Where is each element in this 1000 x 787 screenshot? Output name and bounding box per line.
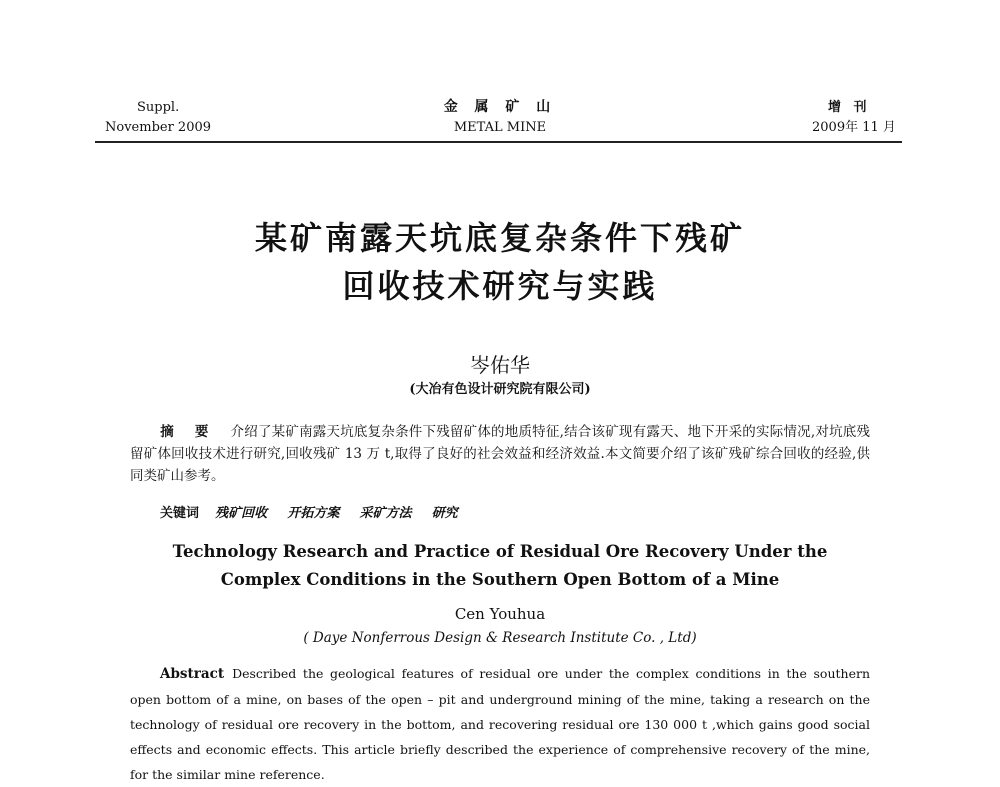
abstract-cn (130, 421, 870, 487)
affiliation-en: ( Daye Nonferrous Design & Research Institute Co. , Ltd) (303, 630, 697, 646)
keywords-cn-label: 关键词 (160, 506, 200, 521)
affiliation-cn: (大冶有色设计研究院有限公司) (409, 382, 591, 397)
abstract-en-text: Described the geological features of residual ore under the complex conditions in the southern open bottom of a mine, on bases of the open – pit and underground mining of the mine, taking a research on the technology of residual ore recovery in the bottom, and recovering residual ore 130 000 t ,which gains good social effects and economic effects. This article briefly described the experience of comprehensive recovery of the mine, for the similar mine reference. (130, 666, 870, 782)
abstract-en (130, 661, 870, 787)
header-suppl-cn: 增 刊 (828, 100, 871, 115)
keyword-item: 研究 (431, 506, 458, 521)
author-cn: 岑佑华 (470, 353, 530, 377)
header-rule (95, 141, 902, 143)
keyword-item: 开拓方案 (287, 506, 340, 521)
abstract-en-label: Abstract (160, 666, 225, 682)
header-date-cn: 2009年 11 月 (812, 120, 896, 135)
header-suppl: Suppl. (137, 100, 180, 115)
title-cn-line2: 回收技术研究与实践 (342, 267, 658, 305)
header-date-en: November 2009 (105, 120, 212, 135)
title-en-line1: Technology Research and Practice of Residual Ore Recovery Under the (172, 542, 828, 561)
keyword-item: 采矿方法 (359, 506, 412, 521)
abstract-cn-text: 介绍了某矿南露天坑底复杂条件下残留矿体的地质特征,结合该矿现有露天、地下开采的实际情况,对坑底残留矿体回收技术进行研究,回收残矿 13 万 t,取得了良好的社会效益和经济效益.本文简要介绍了该矿残矿综合回收的经验,供同类矿山参考。 (130, 424, 870, 484)
header-journal-cn: 金 属 矿 山 (443, 99, 557, 115)
keywords-cn (160, 502, 474, 521)
keyword-item: 残矿回收 (215, 506, 268, 521)
abstract-cn-label: 摘 要 (160, 424, 217, 440)
title-en-line2: Complex Conditions in the Southern Open Bottom of a Mine (220, 570, 780, 589)
title-cn-line1: 某矿南露天坑底复杂条件下残矿 (254, 219, 745, 257)
author-en: Cen Youhua (454, 605, 546, 623)
header-journal-en: METAL MINE (453, 120, 547, 135)
